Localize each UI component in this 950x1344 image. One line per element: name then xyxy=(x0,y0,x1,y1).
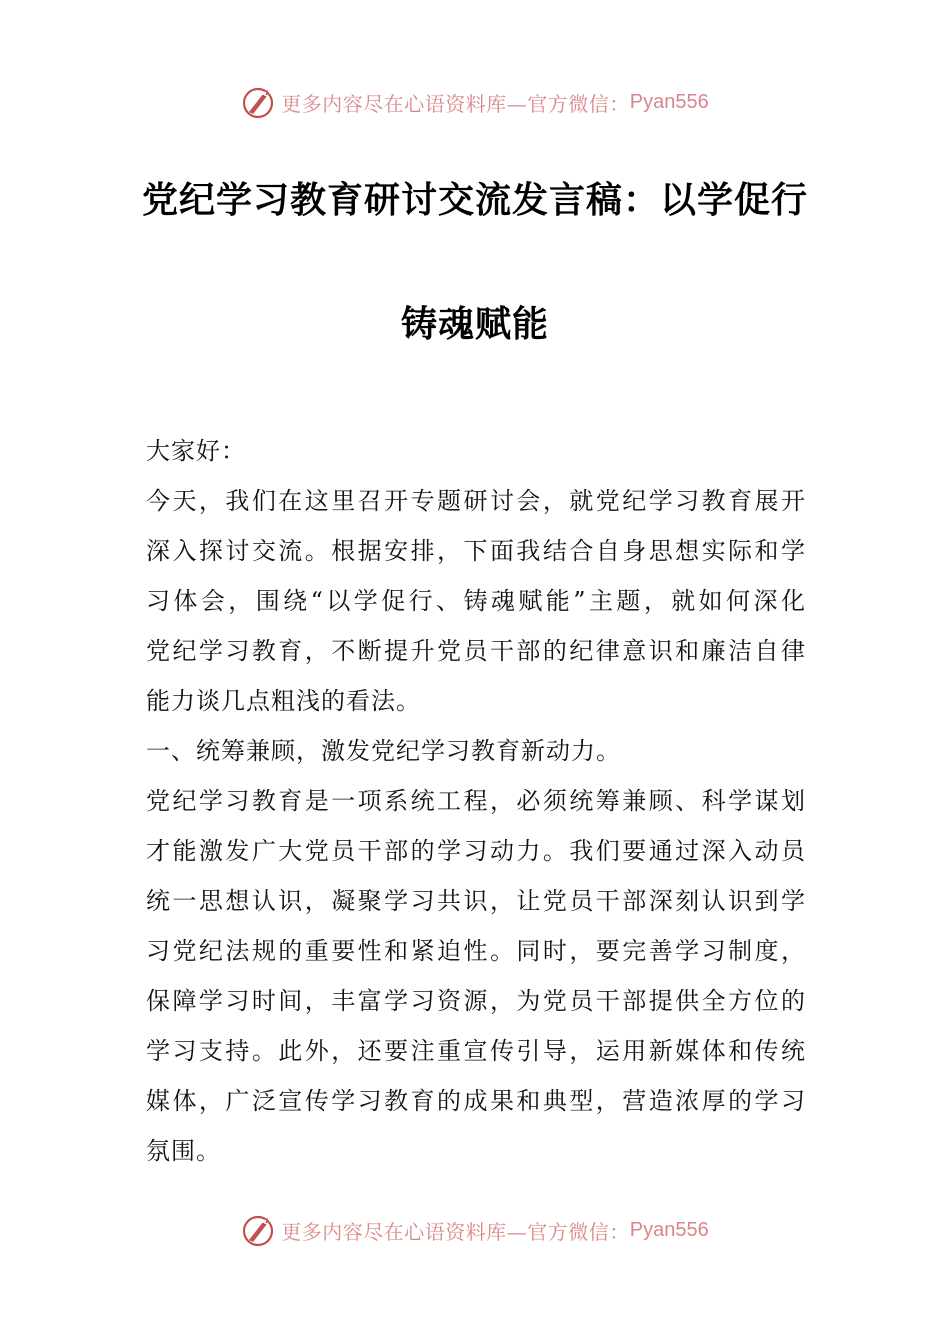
paragraph-line: 习党纪法规的重要性和紧迫性。同时，要完善学习制度， xyxy=(146,937,806,965)
paragraph-line: 统一思想认识，凝聚学习共识，让党员干部深刻认识到学 xyxy=(146,887,806,915)
document-title-line-1: 党纪学习教育研讨交流发言稿：以学促行 xyxy=(141,180,808,221)
pen-nib-logo-icon xyxy=(241,1212,277,1248)
header-watermark-banner xyxy=(0,80,950,124)
paragraph-line: 党纪学习教育，不断提升党员干部的纪律意识和廉洁自律 xyxy=(146,637,806,665)
paragraph-line: 保障学习时间，丰富学习资源，为党员干部提供全方位的 xyxy=(146,987,806,1015)
document-body xyxy=(146,426,806,1176)
section-heading: 一、统筹兼顾，激发党纪学习教育新动力。 xyxy=(146,737,621,765)
paragraph-line: 媒体，广泛宣传学习教育的成果和典型，营造浓厚的学习 xyxy=(146,1087,806,1115)
greeting-line: 大家好： xyxy=(146,437,246,465)
paragraph-line: 能力谈几点粗浅的看法。 xyxy=(146,687,421,715)
paragraph-line: 氛围。 xyxy=(146,1137,221,1165)
footer-watermark-banner xyxy=(0,1208,950,1252)
watermark-brand-text: 更多内容尽在心语资料库—官方微信： xyxy=(281,91,630,116)
paragraph-line: 才能激发广大党员干部的学习动力。我们要通过深入动员 xyxy=(146,837,806,865)
paragraph-line: 习体会，围绕“以学促行、铸魂赋能”主题，就如何深化 xyxy=(146,587,806,615)
pen-nib-logo-icon xyxy=(241,84,277,120)
watermark-wechat-handle: Pyan556 xyxy=(629,90,709,113)
paragraph-line: 今天，我们在这里召开专题研讨会，就党纪学习教育展开 xyxy=(146,487,806,515)
paragraph-line: 学习支持。此外，还要注重宣传引导，运用新媒体和传统 xyxy=(146,1037,806,1065)
paragraph-line: 党纪学习教育是一项系统工程，必须统筹兼顾、科学谋划 xyxy=(146,787,806,815)
paragraph-line: 深入探讨交流。根据安排，下面我结合自身思想实际和学 xyxy=(146,537,806,565)
watermark-brand-text: 更多内容尽在心语资料库—官方微信： xyxy=(281,1219,630,1244)
document-title-line-2: 铸魂赋能 xyxy=(400,304,549,345)
watermark-wechat-handle: Pyan556 xyxy=(629,1218,709,1241)
